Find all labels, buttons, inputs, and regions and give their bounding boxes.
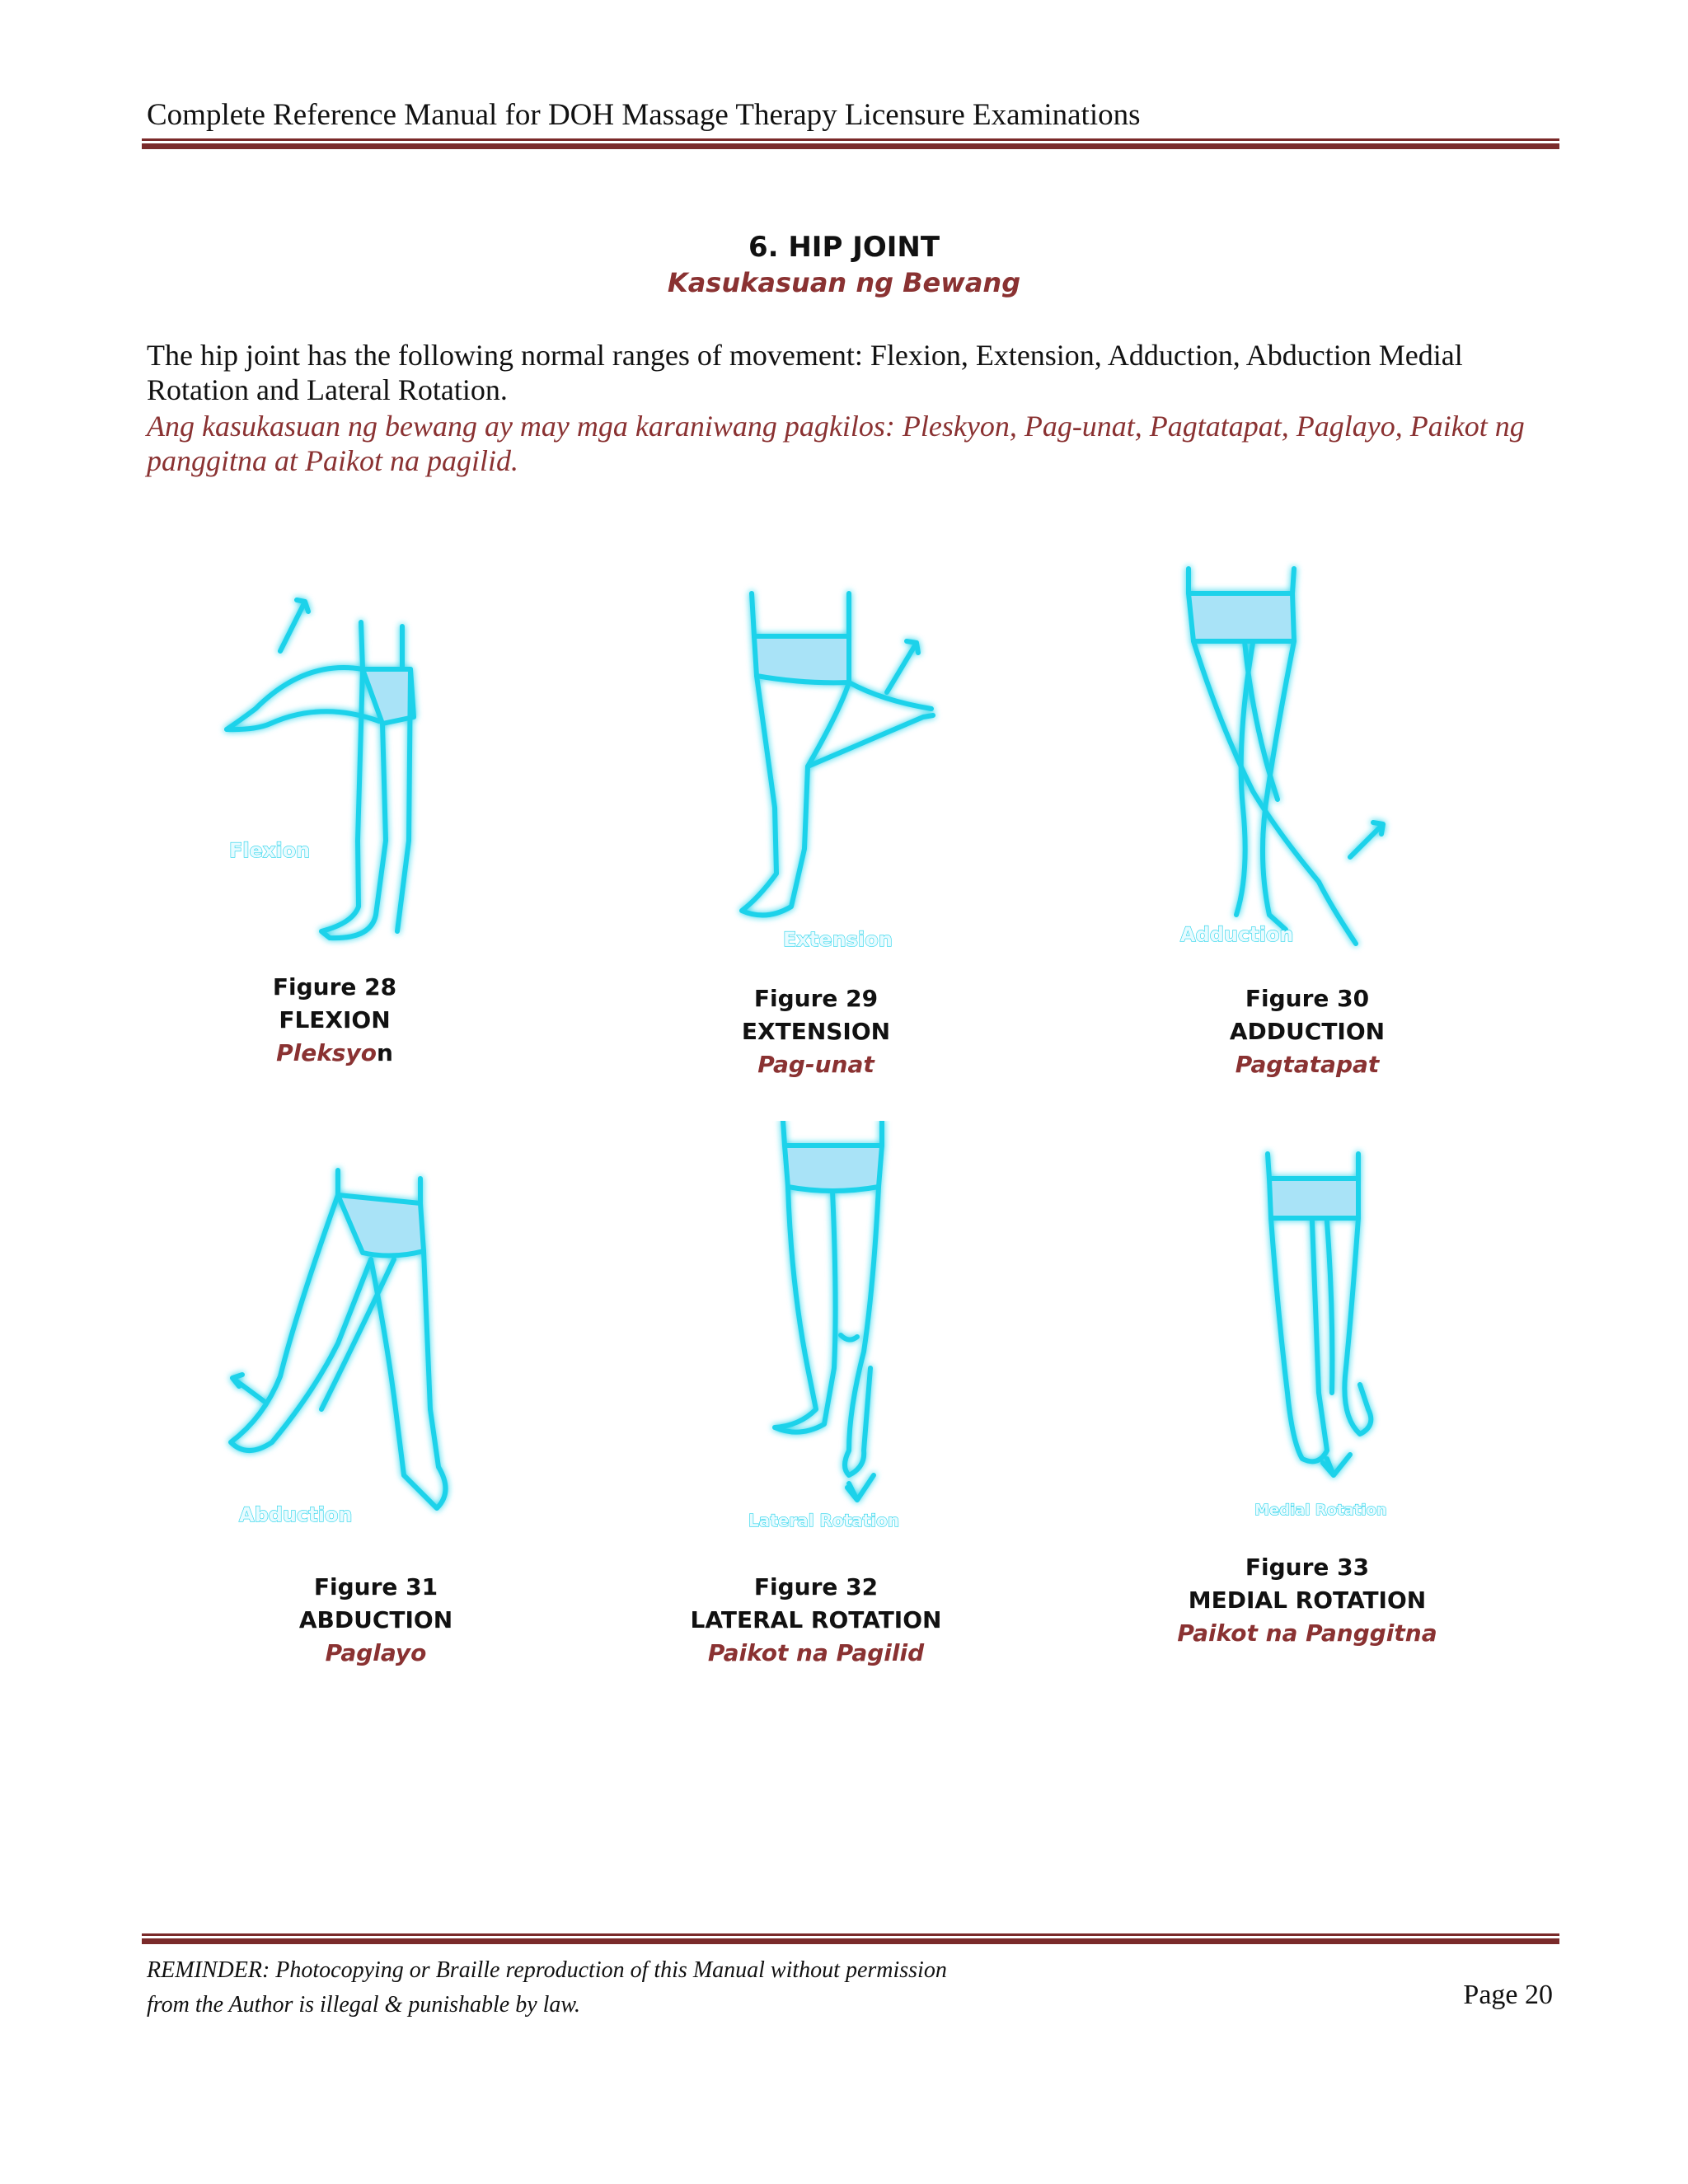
- figure-28-tagalog-tail: n: [376, 1039, 393, 1066]
- extension-image-label: Extension: [783, 928, 893, 951]
- figure-32-tagalog: Paikot na Pagilid: [707, 1639, 925, 1666]
- figure-28-name: FLEXION: [279, 1006, 391, 1033]
- flexion-leg-illustration: [206, 577, 445, 956]
- figure-28-number: Figure 28: [272, 973, 397, 1001]
- footer-reminder-line2: from the Author is illegal & punishable by law.: [147, 1992, 581, 2018]
- figure-28-tagalog-line: [145, 1037, 524, 1070]
- header-title: Complete Reference Manual for DOH Massage Therapy Licensure Examinations: [147, 98, 1141, 132]
- footer-rule-thin: [142, 1933, 1559, 1936]
- intro-english: The hip joint has the following normal ranges of movement: Flexion, Extension, Adduction, Abduction Medial Rotation and Lateral Rotation.: [147, 339, 1463, 406]
- figure-31-tagalog: Paglayo: [325, 1639, 427, 1666]
- figure-33-caption: [1118, 1551, 1497, 1650]
- figure-31-number: Figure 31: [313, 1573, 438, 1601]
- figure-29-extension: [725, 577, 973, 968]
- page-number: Page 20: [1463, 1980, 1553, 2010]
- intro-tagalog: Ang kasukasuan ng bewang ay may mga karaniwang pagkilos: Pleskyon, Pag-unat, Pagtatapat, Paglayo, Paikot ng panggitna at Paikot na pagilid.: [147, 410, 1525, 477]
- footer-reminder-line1: REMINDER: Photocopying or Braille reproduction of this Manual without permission: [147, 1957, 947, 1983]
- adduction-leg-illustration: [1170, 560, 1434, 964]
- figure-28-tagalog: Pleksyo: [276, 1039, 377, 1066]
- figure-33-name: MEDIAL ROTATION: [1188, 1586, 1427, 1614]
- figure-30-adduction: [1170, 560, 1434, 968]
- medial-rotation-leg-illustration: [1236, 1146, 1434, 1533]
- extension-leg-illustration: [725, 577, 973, 964]
- figure-33-medial-rotation: [1236, 1146, 1434, 1536]
- figure-29-caption: [626, 982, 1006, 1081]
- figure-29-name: EXTENSION: [741, 1018, 891, 1045]
- section-title: 6. HIP JOINT: [748, 231, 940, 264]
- figure-29-number: Figure 29: [753, 985, 879, 1012]
- adduction-image-label: Adduction: [1180, 923, 1294, 946]
- figure-32-lateral-rotation: [725, 1121, 973, 1544]
- figure-28-caption: [145, 971, 524, 1070]
- figure-30-tagalog: Pagtatapat: [1235, 1051, 1380, 1078]
- footer-rule-thick: [142, 1938, 1559, 1944]
- footer-reminder: [147, 1953, 947, 2022]
- flexion-image-label: Flexion: [229, 839, 311, 862]
- figure-30-name: ADDUCTION: [1229, 1018, 1386, 1045]
- figure-28-flexion: [206, 577, 445, 959]
- header-rule-thin: [142, 138, 1559, 141]
- medial-rotation-image-label: Medial Rotation: [1254, 1502, 1387, 1519]
- figure-31-abduction: [214, 1162, 462, 1553]
- section-subtitle: Kasukasuan ng Bewang: [667, 267, 1021, 298]
- figure-31-name: ABDUCTION: [298, 1606, 453, 1633]
- figure-33-number: Figure 33: [1245, 1554, 1370, 1581]
- figure-32-name: LATERAL ROTATION: [690, 1606, 942, 1633]
- header-rule-thick: [142, 143, 1559, 149]
- lateral-rotation-leg-illustration: [725, 1121, 973, 1541]
- figure-32-caption: [626, 1571, 1006, 1670]
- lateral-rotation-image-label: Lateral Rotation: [748, 1511, 900, 1530]
- figure-32-number: Figure 32: [753, 1573, 879, 1601]
- figure-30-number: Figure 30: [1245, 985, 1370, 1012]
- abduction-image-label: Abduction: [239, 1503, 353, 1526]
- figure-29-tagalog: Pag-unat: [757, 1051, 874, 1078]
- abduction-leg-illustration: [214, 1162, 462, 1549]
- figure-31-caption: [186, 1571, 565, 1670]
- figure-33-tagalog: Paikot na Panggitna: [1177, 1619, 1437, 1647]
- figure-30-caption: [1118, 982, 1497, 1081]
